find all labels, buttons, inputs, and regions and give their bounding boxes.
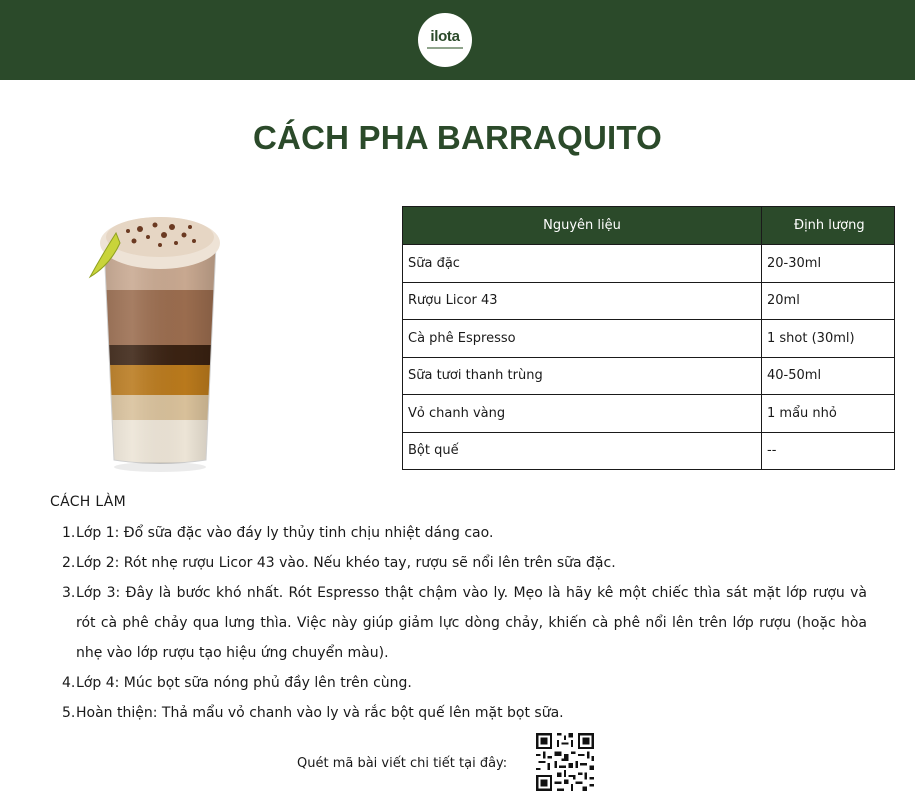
- ingredient-cell: Rượu Licor 43: [403, 282, 762, 320]
- ingredients-table: [402, 206, 895, 470]
- qr-label: Quét mã bài viết chi tiết tại đây:: [297, 756, 508, 771]
- header-bar: [0, 0, 915, 80]
- amount-cell: 1 mẩu nhỏ: [762, 395, 895, 433]
- list-item: [62, 698, 867, 728]
- amount-cell: 1 shot (30ml): [762, 320, 895, 358]
- amount-cell: --: [762, 432, 895, 470]
- logo-text: ilota: [430, 28, 460, 45]
- logo-tagline-mark: [427, 47, 463, 49]
- step-number: 5.: [62, 705, 76, 721]
- step-text: Lớp 3: Đây là bước khó nhất. Rót Espresso thật chậm vào ly. Mẹo là hãy kê một chiếc thìa sát mặt lớp rượu và rót cà phê chảy qua lưng thìa. Việc này giúp giảm lực dòng chảy, khiến cà phê nổi lên trên lớp rượu (hoặc hòa nhẹ vào lớp rượu tạo hiệu ứng chuyển màu).: [76, 585, 867, 661]
- step-text: Lớp 4: Múc bọt sữa nóng phủ đầy lên trên cùng.: [76, 675, 412, 691]
- list-item: [62, 548, 867, 578]
- amount-cell: 20-30ml: [762, 245, 895, 283]
- page-title: CÁCH PHA BARRAQUITO: [253, 119, 662, 156]
- ingredient-cell: Sữa đặc: [403, 245, 762, 283]
- ingredient-cell: Sữa tươi thanh trùng: [403, 357, 762, 395]
- amount-cell: 40-50ml: [762, 357, 895, 395]
- table-row: [403, 395, 895, 433]
- step-text: Hoàn thiện: Thả mẩu vỏ chanh vào ly và rắc bột quế lên mặt bọt sữa.: [76, 705, 564, 721]
- step-number: 3.: [62, 585, 76, 601]
- method-heading: CÁCH LÀM: [50, 494, 127, 510]
- barraquito-glass-image: [80, 205, 230, 475]
- ingredient-cell: Vỏ chanh vàng: [403, 395, 762, 433]
- step-number: 4.: [62, 675, 76, 691]
- step-text: Lớp 2: Rót nhẹ rượu Licor 43 vào. Nếu khéo tay, rượu sẽ nổi lên trên sữa đặc.: [76, 555, 616, 571]
- list-item: [62, 518, 867, 548]
- table-row: [403, 432, 895, 470]
- table-header-row: [403, 207, 895, 245]
- list-item: [62, 578, 867, 668]
- table-row: [403, 245, 895, 283]
- method-steps-list: [62, 518, 867, 728]
- ingredient-cell: Bột quế: [403, 432, 762, 470]
- step-number: 1.: [62, 525, 76, 541]
- column-header-amount: Định lượng: [762, 207, 895, 245]
- brand-logo[interactable]: [418, 13, 472, 67]
- ingredient-cell: Cà phê Espresso: [403, 320, 762, 358]
- column-header-ingredient: Nguyên liệu: [403, 207, 762, 245]
- table-row: [403, 357, 895, 395]
- table-row: [403, 320, 895, 358]
- step-number: 2.: [62, 555, 76, 571]
- step-text: Lớp 1: Đổ sữa đặc vào đáy ly thủy tinh chịu nhiệt dáng cao.: [76, 525, 494, 541]
- list-item: [62, 668, 867, 698]
- amount-cell: 20ml: [762, 282, 895, 320]
- table-row: [403, 282, 895, 320]
- qr-code-icon[interactable]: [536, 733, 594, 791]
